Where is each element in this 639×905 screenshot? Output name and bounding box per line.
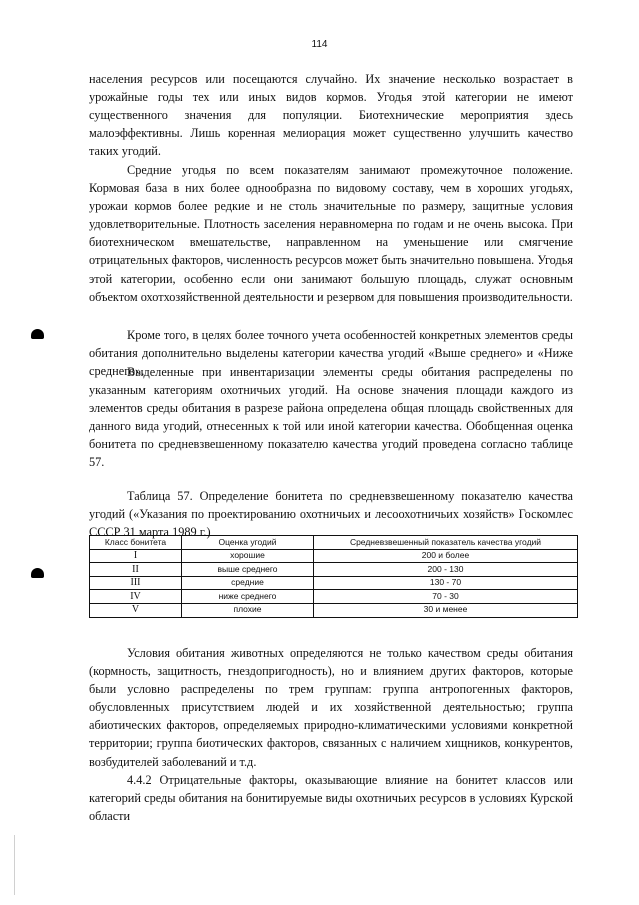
- cell-quality: хорошие: [182, 549, 314, 563]
- cell-index: 130 - 70: [314, 576, 578, 590]
- table-row: [90, 549, 578, 563]
- paragraph-text: Средние угодья по всем показателям занимают промежуточное положение. Кормовая база в них более однообразна по видовому составу, чем в хороших угодьях, урожаи кормов более редкие и не столь значительные по размеру, защитные условия удовлетворительные. Плотность заселения неравномерна по годам и не очень высока. При биотехническом вмешательстве, направленном на уменьшение или смягчение отрицательных факторов, численность ресурсов может быть значительно повышена. Угодья этой категории, особенно если они занимают большую площадь, служат основным объектом охотхозяйственной деятельности и резервом для повышения производительности.: [89, 163, 573, 304]
- scan-edge-line: [14, 835, 15, 895]
- paragraph-poor-habitats-continued: [89, 70, 573, 160]
- paragraph-inventory-distribution: [89, 363, 573, 472]
- bonitet-table-wrapper: [89, 535, 577, 618]
- cell-index: 30 и менее: [314, 603, 578, 617]
- paragraph-habitat-conditions: [89, 644, 573, 771]
- cell-quality: ниже среднего: [182, 590, 314, 604]
- table-caption: [89, 487, 573, 541]
- paragraph-text: Условия обитания животных определяются не только качеством среды обитания (кормность, защитность, гнездопригодность), но и влиянием других факторов, которые были условно распределены по трем группам: группа антропогенных факторов, обусловленных присутствием людей и их хозяйственной деятельностью; группа абиотических факторов, определяемых природно-климатическими условиями конкретной территории; группа биотических факторов, связанных с наличием хищников, конкурентов, возбудителей заболеваний и т.д.: [89, 646, 573, 769]
- section-heading-text: 4.4.2 Отрицательные факторы, оказывающие влияние на бонитет классов или категорий среды обитания на бонитируемые виды охотничьих ресурсов в условиях Курской области: [89, 773, 573, 824]
- header-quality: Оценка угодий: [182, 536, 314, 550]
- cell-class: IV: [90, 590, 182, 604]
- section-heading-4-4-2: [89, 771, 573, 825]
- table-header-row: [90, 536, 578, 550]
- cell-index: 70 - 30: [314, 590, 578, 604]
- paragraph-text: населения ресурсов или посещаются случайно. Их значение несколько возрастает в урожайные годы тех или иных видов кормов. Угодья этой категории не имеют существенного значения для популяции. Биотехнические мероприятия здесь малоэффективны. Лишь коренная мелиорация может существенно улучшить качество таких угодий.: [89, 72, 573, 159]
- cell-index: 200 - 130: [314, 563, 578, 577]
- cell-class: III: [90, 576, 182, 590]
- cell-quality: выше среднего: [182, 563, 314, 577]
- paragraph-text: Кроме того, в целях более точного учета особенностей конкретных элементов среды обитания дополнительно выделены категории качества угодий «Выше среднего» и «Ниже среднего».: [89, 328, 573, 379]
- page-number: 114: [311, 39, 328, 50]
- cell-quality: средние: [182, 576, 314, 590]
- table-caption-text: Таблица 57. Определение бонитета по средневзвешенному показателю качества угодий («Указания по проектированию охотничьих и лесоохотничьих хозяйств» Госкомлес СССР 31 марта 1989 г.): [89, 489, 573, 540]
- binder-hole-mark: [31, 568, 44, 578]
- cell-class: II: [90, 563, 182, 577]
- table-row: [90, 576, 578, 590]
- paragraph-text: Выделенные при инвентаризации элементы среды обитания распределены по указанным категориям охотничьих угодий. На основе значения площади каждого из элементов среды обитания в разрезе района определена общая площадь свойственных для данного вида угодий, отнесенных к той или иной категории качества. Обобщенная оценка бонитета по средневзвешенному показателю качества угодий проведена согласно таблице 57.: [89, 365, 573, 470]
- bonitet-table: [89, 535, 578, 618]
- binder-hole-mark: [31, 329, 44, 339]
- header-index: Средневзвешенный показатель качества угодий: [314, 536, 578, 550]
- table-row: [90, 563, 578, 577]
- header-class: Класс бонитета: [90, 536, 182, 550]
- paragraph-medium-habitats: [89, 161, 573, 306]
- table-row: [90, 603, 578, 617]
- cell-class: V: [90, 603, 182, 617]
- cell-index: 200 и более: [314, 549, 578, 563]
- cell-class: I: [90, 549, 182, 563]
- table-row: [90, 590, 578, 604]
- cell-quality: плохие: [182, 603, 314, 617]
